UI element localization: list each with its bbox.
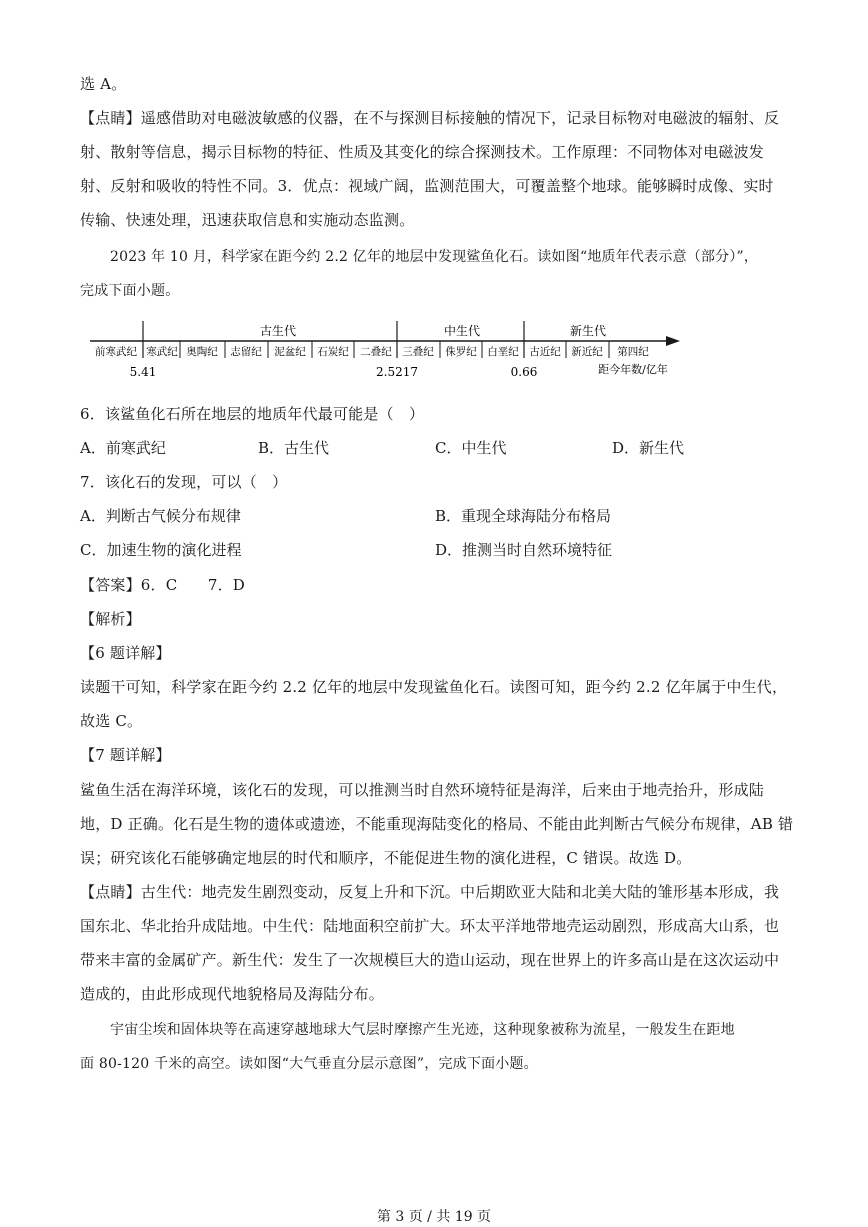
boundary-age-label: 0.66 (510, 365, 538, 379)
question-6-stem: 6．该鲨鱼化石所在地层的地质年代最可能是（ ） (80, 405, 425, 423)
period-label: 白垩纪 (487, 346, 519, 358)
q7-detail-line: 地，D 正确。化石是生物的遗体或遗迹，不能重现海陆变化的格局、不能由此判断古气候分布规律，AB 错 (80, 815, 794, 833)
period-label: 志留纪 (230, 346, 262, 358)
geologic-timeline-diagram (80, 318, 700, 382)
question-6-option-d: D．新生代 (612, 439, 685, 457)
question-7-option-b: B．重现全球海陆分布格局 (435, 507, 612, 525)
question-intro: 2023 年 10 月，科学家在距今约 2.2 亿年的地层中发现鲨鱼化石。读如图“地质年代表示意（部分）”， (110, 249, 759, 265)
note-line: 造成的，由此形成现代地貌格局及海陆分布。 (80, 985, 385, 1003)
note-line: 国东北、华北抬升成陆地。中生代：陆地面积空前扩大。环太平洋地带地壳运动剧烈，形成高大山系，也 (80, 917, 780, 935)
question-7-option-a: A．判断古气候分布规律 (80, 507, 241, 525)
period-label: 二叠纪 (360, 346, 392, 358)
question-7-option-d: D．推测当时自然环境特征 (435, 541, 613, 559)
question-7-stem: 7．该化石的发现，可以（ ） (80, 473, 288, 491)
question-6-option-a: A．前寒武纪 (80, 439, 166, 457)
q7-detail-heading: 【7 题详解】 (80, 746, 171, 764)
era-label: 古生代 (259, 324, 297, 338)
era-label: 新生代 (569, 324, 607, 338)
q6-detail-line: 读题干可知，科学家在距今约 2.2 亿年的地层中发现鲨鱼化石。读图可知，距今约 2.2 亿年属于中生代， (80, 678, 788, 696)
period-label: 侏罗纪 (445, 346, 477, 358)
period-label: 前寒武纪 (95, 346, 137, 358)
period-label: 新近纪 (571, 346, 603, 358)
period-label: 古近纪 (529, 346, 561, 358)
note-text-line: 射、反射和吸收的特性不同。3．优点：视域广阔，监测范围大，可覆盖整个地球。能够瞬时成像、实时 (80, 177, 774, 195)
question-6-option-b: B．古生代 (258, 439, 330, 457)
note-text-line: 射、散射等信息，揭示目标物的特征、性质及其变化的综合探测技术。工作原理：不同物体对电磁波发 (80, 143, 765, 161)
question-6-option-c: C．中生代 (435, 439, 507, 457)
period-label: 泥盆纪 (274, 346, 306, 358)
q7-detail-line: 误；研究该化石能够确定地层的时代和顺序，不能促进生物的演化进程，C 错误。故选 D。 (80, 849, 692, 867)
axis-label: 距今年数/亿年 (598, 363, 668, 376)
question-intro: 完成下面小题。 (80, 283, 180, 299)
period-label: 石炭纪 (317, 346, 349, 358)
era-label: 中生代 (443, 324, 481, 338)
arrow-head-icon (666, 336, 680, 346)
note-line: 【点睛】古生代：地壳发生剧烈变动，反复上升和下沉。中后期欧亚大陆和北美大陆的雏形基本形成，我 (80, 883, 780, 901)
period-label: 三叠纪 (402, 346, 434, 358)
question-intro: 宇宙尘埃和固体块等在高速穿越地球大气层时摩擦产生光迹，这种现象被称为流星，一般发生在距地 (110, 1022, 735, 1038)
note-text-line: 传输、快速处理，迅速获取信息和实施动态监测。 (80, 211, 415, 229)
page-footer: 第 3 页 / 共 19 页 (376, 1209, 492, 1225)
note-text-line: 【点睛】遥感借助对电磁波敏感的仪器，在不与探测目标接触的情况下，记录目标物对电磁波的辐射、反 (80, 109, 780, 127)
analysis-heading: 【解析】 (80, 610, 141, 628)
period-label: 寒武纪 (146, 346, 178, 358)
q6-detail-line: 故选 C。 (80, 712, 143, 730)
period-label: 奥陶纪 (186, 346, 218, 358)
q6-detail-heading: 【6 题详解】 (80, 644, 171, 662)
question-7-option-c: C．加速生物的演化进程 (80, 541, 242, 559)
boundary-age-label: 2.5217 (376, 365, 418, 379)
note-line: 带来丰富的金属矿产。新生代：发生了一次规模巨大的造山运动，现在世界上的许多高山是在这次运动中 (80, 951, 780, 969)
period-label: 第四纪 (617, 346, 649, 358)
question-intro: 面 80-120 千米的高空。读如图“大气垂直分层示意图”，完成下面小题。 (80, 1056, 538, 1072)
text-line: 选 A。 (80, 75, 127, 93)
q7-detail-line: 鲨鱼生活在海洋环境，该化石的发现，可以推测当时自然环境特征是海洋，后来由于地壳抬升，形成陆 (80, 781, 765, 799)
boundary-age-label: 5.41 (129, 365, 157, 379)
answer-line: 【答案】6．C 7．D (80, 576, 245, 594)
